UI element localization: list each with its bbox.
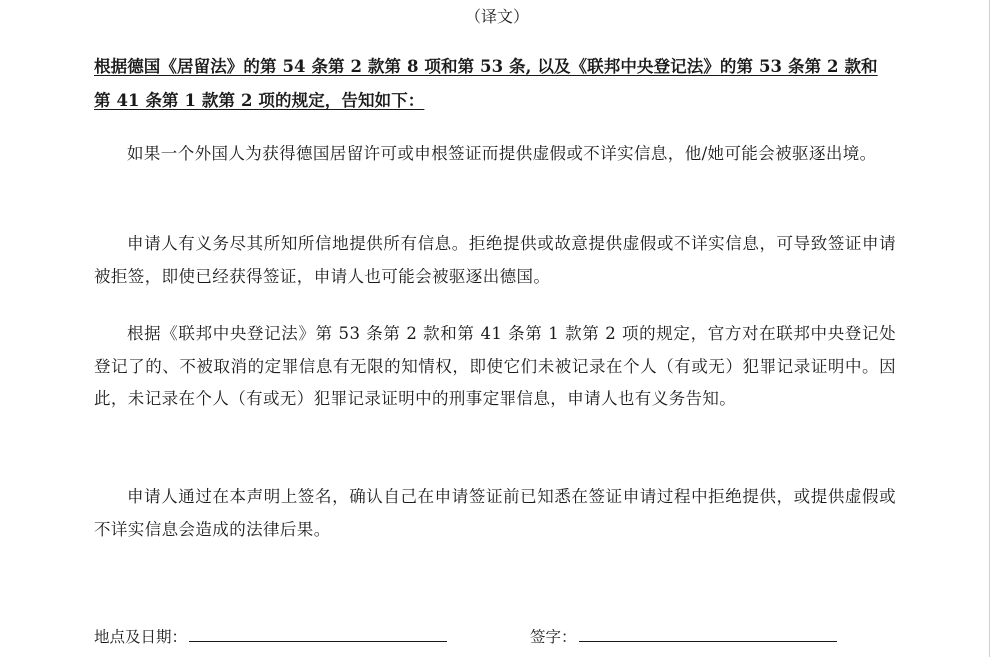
signature-blank-line[interactable] [579,625,837,642]
paragraph-duty-to-inform: 申请人有义务尽其所知所信地提供所有信息。拒绝提供或故意提供虚假或不详实信息，可导致签证申请被拒签，即使已经获得签证，申请人也可能会被驱逐出德国。 [94,234,896,286]
signature-row [94,624,894,650]
signature-label: 签字： [530,628,577,646]
place-date-field [94,624,447,650]
paragraph-central-register: 根据《联邦中央登记法》第 53 条第 2 款和第 41 条第 1 款第 2 项的规定，官方对在联邦中央登记处登记了的、不被取消的定罪信息有无限的知情权，即使它们未被记录在个人（有或无）犯罪记录证明中。因此，未记录在个人（有或无）犯罪记录证明中的刑事定罪信息，申请人也有义务告知。 [94,324,896,408]
paragraph-expulsion-warning: 如果一个外国人为获得德国居留许可或申根签证而提供虚假或不详实信息，他/她可能会被驱逐出境。 [127,144,877,163]
paragraph-signature-confirmation: 申请人通过在本声明上签名，确认自己在申请签证前已知悉在签证申请过程中拒绝提供，或提供虚假或不详实信息会造成的法律后果。 [94,487,896,539]
place-date-blank-line[interactable] [189,625,447,642]
signature-field [530,624,837,650]
legal-basis-heading: 根据德国《居留法》的第 54 条第 2 款第 8 项和第 53 条, 以及《联邦中央登记法》的第 53 条第 2 款和第 41 条第 1 款第 2 项的规定，告知如下： [94,57,878,110]
place-date-label: 地点及日期： [94,628,188,646]
document-title: （译文） [464,7,529,26]
page-edge-divider [989,0,990,657]
